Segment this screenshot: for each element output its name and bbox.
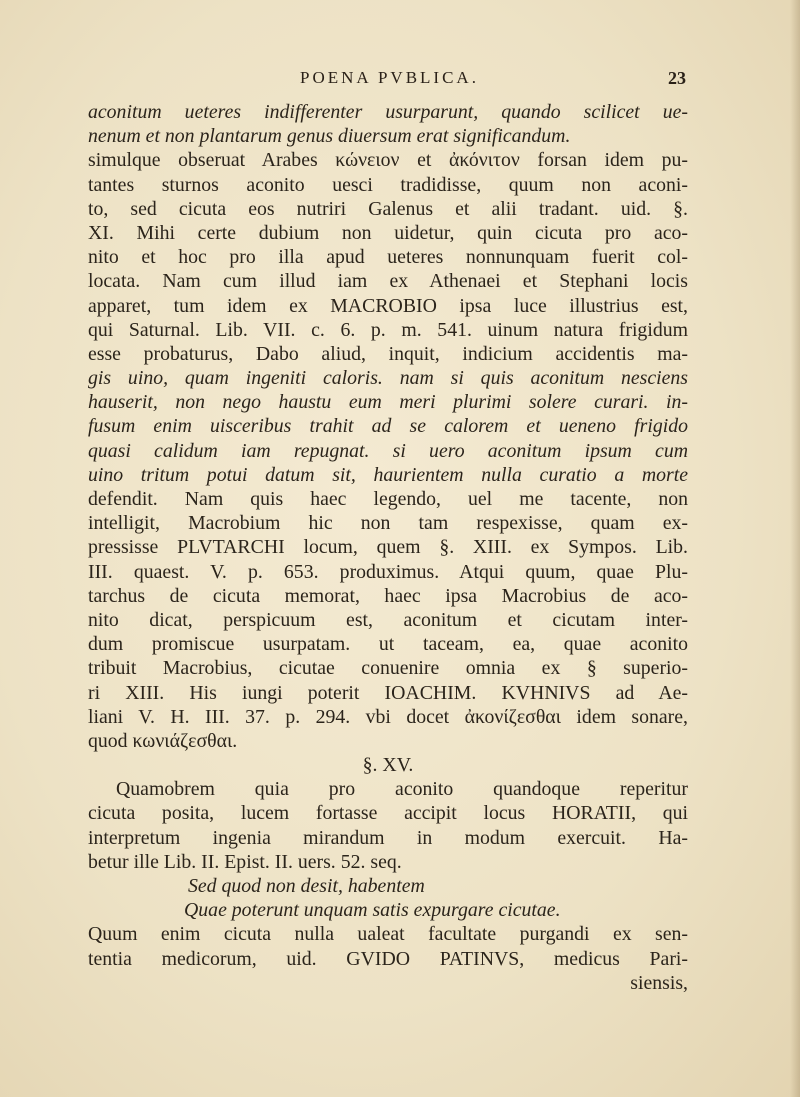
text-line: uino tritum potui datum sit, haurientem nulla curatio a morte [88, 463, 688, 486]
text-line: betur ille Lib. II. Epist. II. uers. 52. seq. [88, 850, 402, 873]
text-line: Quum enim cicuta nulla ualeat facultate purgandi ex sen- [88, 923, 688, 946]
text-line: tantes sturnos aconito uesci tradidisse, quum non aconi- [88, 173, 688, 196]
text-line: fusum enim uisceribus trahit ad se calorem et ueneno frigido [88, 415, 688, 438]
text-line: cicuta posita, lucem fortasse accipit locus HORATII, qui [88, 802, 688, 825]
text-line: intelligit, Macrobium hic non tam respexisse, quam ex- [88, 512, 688, 535]
text-line: simulque obseruat Arabes κώνειον et ἀκόνιτον forsan idem pu- [88, 149, 688, 172]
text-line: pressisse PLVTARCHI locum, quem §. XIII. ex Sympos. Lib. [88, 536, 688, 559]
verse-line: Quae poterunt unquam satis expurgare cicutae. [184, 899, 561, 922]
text-line: nito dicat, perspicuum est, aconitum et cicutam inter- [88, 608, 688, 631]
text-line: apparet, tum idem ex MACROBIO ipsa luce illustrius est, [88, 294, 688, 317]
text-line: tribuit Macrobius, cicutae conuenire omnia ex § superio- [88, 657, 688, 680]
running-title: POENA PVBLICA. [300, 68, 479, 87]
text-line: locata. Nam cum illud iam ex Athenaei et Stephani locis [88, 270, 688, 293]
text-line: liani V. H. III. 37. p. 294. vbi docet ἀκονίζεσθαι idem sonare, [88, 705, 688, 728]
body-text [88, 100, 688, 995]
catchword: siensis, [630, 971, 688, 994]
text-line: tarchus de cicuta memorat, haec ipsa Macrobius de aco- [88, 584, 688, 607]
page-number: 23 [668, 68, 686, 88]
text-line: esse probaturus, Dabo aliud, inquit, indicium accidentis ma- [88, 342, 688, 365]
text-line: quasi calidum iam repugnat. si uero aconitum ipsum cum [88, 439, 688, 462]
text-line: quod κωνιάζεσθαι. [88, 729, 238, 752]
page-edge-shadow [790, 0, 800, 1097]
page-header [0, 68, 800, 98]
text-line: nito et hoc pro illa apud ueteres nonnunquam fuerit col- [88, 246, 688, 269]
text-line: tentia medicorum, uid. GVIDO PATINVS, medicus Pari- [88, 947, 688, 970]
section-heading: §. XV. [362, 754, 414, 777]
text-line: qui Saturnal. Lib. VII. c. 6. p. m. 541. uinum natura frigidum [88, 318, 688, 341]
text-line: aconitum ueteres indifferenter usurparunt, quando scilicet ue- [88, 101, 688, 123]
text-line: defendit. Nam quis haec legendo, uel me tacente, non [88, 488, 688, 510]
text-line: dum promiscue usurpatam. ut taceam, ea, quae aconito [88, 633, 688, 656]
text-line: to, sed cicuta eos nutriri Galenus et alii tradant. uid. §. [88, 197, 688, 220]
verse-line: Sed quod non desit, habentem [188, 875, 425, 897]
text-line: XI. Mihi certe dubium non uidetur, quin cicuta pro aco- [88, 221, 688, 244]
text-line: nenum et non plantarum genus diuersum erat significandum. [88, 125, 571, 148]
text-line: hauserit, non nego haustu eum meri plurimi solere curari. in- [88, 391, 688, 414]
text-line: ri XIII. His iungi poterit IOACHIM. KVHNIVS ad Ae- [88, 681, 688, 704]
text-line: gis uino, quam ingeniti caloris. nam si quis aconitum nesciens [88, 367, 688, 390]
text-line: III. quaest. V. p. 653. produximus. Atqui quum, quae Plu- [88, 560, 688, 583]
text-line: Quamobrem quia pro aconito quandoque reperitur [116, 778, 688, 801]
text-line: interpretum ingenia mirandum in modum exercuit. Ha- [88, 826, 688, 849]
